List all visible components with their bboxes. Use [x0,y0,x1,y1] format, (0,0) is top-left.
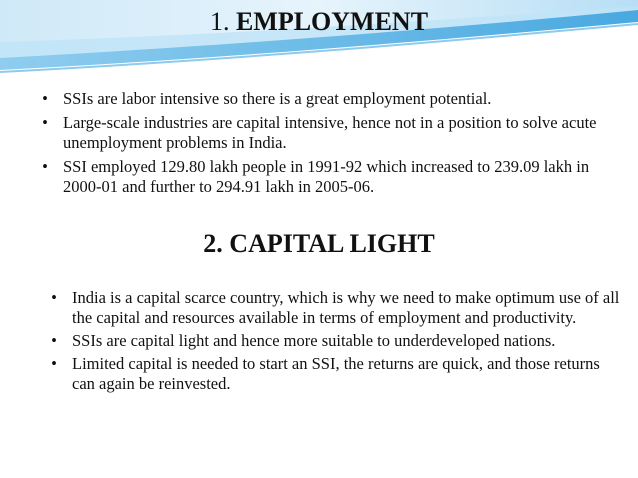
bullet-text: Large-scale industries are capital intensive, hence not in a position to solve acute unemployment problems in India. [63,113,597,152]
section1-content [42,89,618,201]
bullet-text: SSIs are labor intensive so there is a great employment potential. [63,89,492,108]
list-item [42,113,618,153]
section2-content [51,288,620,397]
bullet-icon: • [42,89,48,108]
bullet-text: SSI employed 129.80 lakh people in 1991-92 which increased to 239.09 lakh in 2000-01 and further to 294.91 lakh in 2005-06. [63,157,590,196]
bullet-icon: • [51,354,57,373]
bullet-text: Limited capital is needed to start an SSI, the returns are quick, and those returns can again be reinvested. [72,354,600,393]
section1-number: 1. [209,7,230,36]
bullet-text: India is a capital scarce country, which is why we need to make optimum use of all the capital and resources available in terms of employment and productivity. [72,288,620,327]
bullet-icon: • [42,157,48,176]
list-item [42,157,618,197]
list-item [51,331,620,351]
list-item [51,288,620,328]
section1-title [0,6,638,38]
list-item [51,354,620,394]
bullet-icon: • [51,331,57,350]
list-item [42,89,618,109]
section1-bullet-list [42,89,618,197]
bullet-icon: • [42,113,48,132]
section1-heading: EMPLOYMENT [235,7,429,36]
section2-bullet-list [51,288,620,394]
section2-title: 2. CAPITAL LIGHT [203,229,435,258]
bullet-text: SSIs are capital light and hence more suitable to underdeveloped nations. [72,331,556,350]
bullet-icon: • [51,288,57,307]
